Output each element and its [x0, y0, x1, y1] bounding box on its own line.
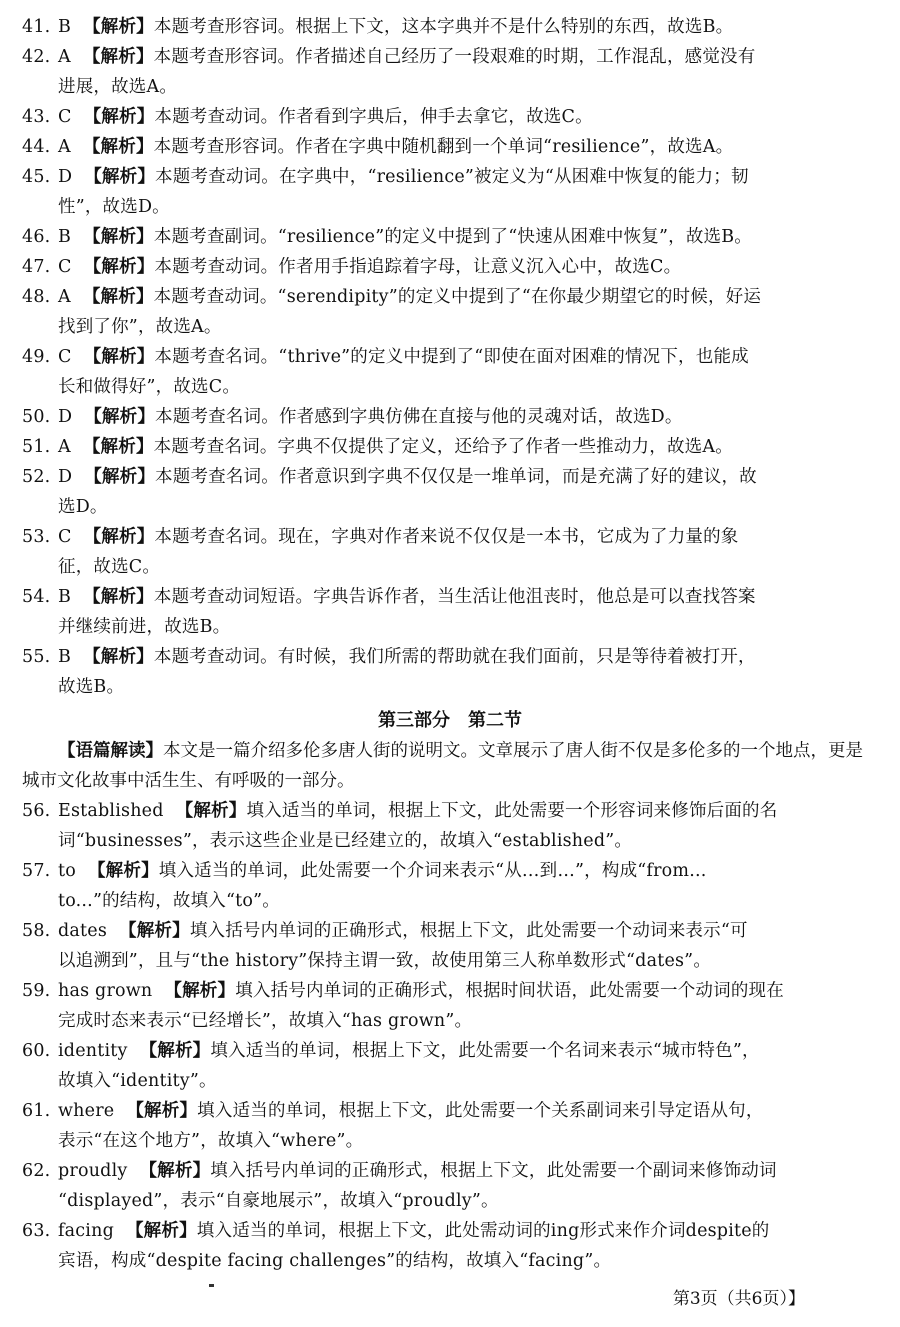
answer-entry-46: [22, 222, 880, 252]
entry-number: 55.: [22, 647, 51, 667]
entry-number: 54.: [22, 587, 51, 607]
analysis-tag: 【解析】: [83, 257, 155, 277]
entry-text: 本题考查形容词。作者描述自己经历了一段艰难的时期，工作混乱，感觉没有: [153, 47, 756, 67]
answer-entry-51: [22, 432, 880, 462]
analysis-tag: 【解析】: [126, 1101, 198, 1121]
analysis-tag: 【解析】: [87, 861, 159, 881]
entry-answer: facing: [58, 1221, 114, 1241]
analysis-tag: 【解析】: [83, 347, 155, 367]
entry-answer: to: [58, 861, 76, 881]
entry-number: 44.: [22, 137, 51, 157]
entry-number: 58.: [22, 921, 51, 941]
entry-text-continued: 词“businesses”，表示这些企业是已经建立的，故填入“established”。: [58, 831, 633, 851]
entry-text-continued: “displayed”，表示“自豪地展示”，故填入“proudly”。: [58, 1191, 499, 1211]
entry-answer: A: [58, 137, 71, 157]
entry-text-continued: 完成时态来表示“已经增长”，故填入“has grown”。: [58, 1011, 473, 1031]
fill-entry-56: [22, 796, 880, 856]
entry-answer: B: [58, 647, 72, 667]
answer-entry-41: [22, 12, 880, 42]
answer-entry-49: [22, 342, 880, 402]
entry-text-continued: 长和做得好”，故选C。: [58, 377, 241, 397]
answer-entry-43: [22, 102, 880, 132]
answer-entry-42: [22, 42, 880, 102]
page-footer: 第3页（共6页）】: [672, 1289, 805, 1309]
entry-number: 41.: [22, 17, 51, 37]
entry-answer: where: [58, 1101, 115, 1121]
entry-text-continued: 选D。: [58, 497, 108, 517]
entry-text: 本题考查动词。“serendipity”的定义中提到了“在你最少期望它的时候，好运: [153, 287, 762, 307]
entry-answer: C: [58, 107, 72, 127]
entry-answer: Established: [58, 801, 164, 821]
entry-number: 51.: [22, 437, 51, 457]
analysis-tag: 【解析】: [82, 287, 154, 307]
answer-entry-54: [22, 582, 880, 642]
answer-entry-53: [22, 522, 880, 582]
entry-number: 46.: [22, 227, 51, 247]
entry-text-continued: 并继续前进，故选B。: [58, 617, 231, 637]
analysis-tag: 【解析】: [164, 981, 236, 1001]
entry-text: 本题考查名词。作者意识到字典不仅仅是一堆单词，而是充满了好的建议，故: [155, 467, 757, 487]
entry-number: 60.: [22, 1041, 51, 1061]
fill-entry-57: [22, 856, 880, 916]
entry-text: 本题考查动词。有时候，我们所需的帮助就在我们面前，只是等待着被打开，: [153, 647, 756, 667]
passage-label: 【语篇解读】: [58, 741, 163, 761]
entry-answer: A: [58, 47, 71, 67]
answer-entry-44: [22, 132, 880, 162]
entry-text: 本题考查名词。作者感到字典仿佛在直接与他的灵魂对话，故选D。: [155, 407, 683, 427]
answer-entry-47: [22, 252, 880, 282]
entry-text: 本题考查动词。在字典中，“resilience”被定义为“从困难中恢复的能力；韧: [155, 167, 749, 187]
scan-mark: [209, 1284, 214, 1287]
entry-text: 填入适当的单词，根据上下文，此处需要一个名词来表示“城市特色”，: [210, 1041, 760, 1061]
entry-text-continued: 进展，故选A。: [58, 77, 178, 97]
entry-number: 48.: [22, 287, 51, 307]
entry-answer: dates: [58, 921, 108, 941]
entry-number: 62.: [22, 1161, 51, 1181]
entry-answer: C: [58, 257, 72, 277]
analysis-tag: 【解析】: [82, 137, 154, 157]
answer-entry-50: [22, 402, 880, 432]
entry-answer: B: [58, 227, 72, 247]
fill-entry-60: [22, 1036, 880, 1096]
fill-entry-62: [22, 1156, 880, 1216]
entry-text: 本题考查形容词。根据上下文，这本字典并不是什么特别的东西，故选B。: [153, 17, 734, 37]
entry-number: 61.: [22, 1101, 51, 1121]
entry-answer: A: [58, 437, 71, 457]
entry-answer: D: [58, 407, 73, 427]
analysis-tag: 【解析】: [82, 437, 154, 457]
entry-text: 本题考查形容词。作者在字典中随机翻到一个单词“resilience”，故选A。: [153, 137, 734, 157]
entry-text: 填入适当的单词，此处需要一个介词来表示“从…到…”，构成“from...: [158, 861, 707, 881]
entry-answer: identity: [58, 1041, 128, 1061]
entry-answer: C: [58, 347, 72, 367]
analysis-tag: 【解析】: [175, 801, 247, 821]
entry-answer: A: [58, 287, 71, 307]
fill-entry-63: [22, 1216, 880, 1276]
entry-text-continued: 以追溯到”，且与“the history”保持主谓一致，故使用第三人称单数形式“dates”。: [58, 951, 712, 971]
entry-text: 填入适当的单词，根据上下文，此处需要一个形容词来修饰后面的名: [246, 801, 778, 821]
answer-entry-52: [22, 462, 880, 522]
entry-text: 本题考查动词。作者用手指追踪着字母，让意义沉入心中，故选C。: [154, 257, 682, 277]
entry-text-continued: 性”，故选D。: [58, 197, 170, 217]
entry-number: 59.: [22, 981, 51, 1001]
entry-number: 45.: [22, 167, 51, 187]
entry-text: 本题考查副词。“resilience”的定义中提到了“快速从困难中恢复”，故选B。: [153, 227, 752, 247]
entry-number: 47.: [22, 257, 51, 277]
entry-text: 本题考查名词。现在，字典对作者来说不仅仅是一本书，它成为了力量的象: [154, 527, 739, 547]
analysis-tag: 【解析】: [83, 227, 154, 247]
entry-text-continued: 表示“在这个地方”，故填入“where”。: [58, 1131, 364, 1151]
entry-text: 填入适当的单词，根据上下文，此处需要一个关系副词来引导定语从句，: [197, 1101, 764, 1121]
fill-entry-61: [22, 1096, 880, 1156]
analysis-tag: 【解析】: [83, 107, 155, 127]
entry-number: 57.: [22, 861, 51, 881]
entry-text-continued: 征，故选C。: [58, 557, 161, 577]
analysis-tag: 【解析】: [84, 167, 156, 187]
entry-answer: has grown: [58, 981, 153, 1001]
entry-number: 42.: [22, 47, 51, 67]
section-title: 第三部分 第二节: [378, 710, 522, 731]
analysis-tag: 【解析】: [84, 407, 156, 427]
entry-number: 50.: [22, 407, 51, 427]
entry-text-continued: 故选B。: [58, 677, 125, 697]
entry-text-continued: 宾语，构成“despite facing challenges”的结构，故填入“facing”。: [58, 1251, 612, 1271]
entry-answer: D: [58, 167, 73, 187]
answer-entry-45: [22, 162, 880, 222]
entry-answer: proudly: [58, 1161, 128, 1181]
entry-text: 填入适当的单词，根据上下文，此处需动词的ing形式来作介词despite的: [196, 1221, 770, 1241]
entry-text-continued: 找到了你”，故选A。: [58, 317, 222, 337]
answer-entry-48: [22, 282, 880, 342]
entry-answer: B: [58, 587, 72, 607]
entry-text: 填入括号内单词的正确形式，根据上下文，此处需要一个动词来表示“可: [189, 921, 748, 941]
analysis-tag: 【解析】: [139, 1041, 211, 1061]
entry-text-continued: to...”的结构，故填入“to”。: [58, 891, 280, 911]
entry-text-continued: 故填入“identity”。: [58, 1071, 217, 1091]
entry-text: 本题考查名词。字典不仅提供了定义，还给予了作者一些推动力，故选A。: [153, 437, 733, 457]
entry-text: 本题考查名词。“thrive”的定义中提到了“即使在面对困难的情况下，也能成: [154, 347, 749, 367]
analysis-tag: 【解析】: [139, 1161, 211, 1181]
fill-entry-59: [22, 976, 880, 1036]
answer-entry-55: [22, 642, 880, 702]
analysis-tag: 【解析】: [83, 527, 155, 547]
entry-number: 56.: [22, 801, 51, 821]
entry-text: 本题考查动词。作者看到字典后，伸手去拿它，故选C。: [154, 107, 593, 127]
entry-number: 63.: [22, 1221, 51, 1241]
entry-text: 填入括号内单词的正确形式，根据时间状语，此处需要一个动词的现在: [235, 981, 784, 1001]
entry-answer: D: [58, 467, 73, 487]
analysis-tag: 【解析】: [83, 647, 154, 667]
analysis-tag: 【解析】: [83, 587, 154, 607]
entry-number: 43.: [22, 107, 51, 127]
analysis-tag: 【解析】: [83, 17, 154, 37]
fill-entry-58: [22, 916, 880, 976]
entry-text: 本题考查动词短语。字典告诉作者，当生活让他沮丧时，他总是可以查找答案: [153, 587, 756, 607]
entry-number: 52.: [22, 467, 51, 487]
entry-number: 49.: [22, 347, 51, 367]
passage-interpretation: [22, 736, 880, 796]
analysis-tag: 【解析】: [84, 467, 156, 487]
entry-number: 53.: [22, 527, 51, 547]
analysis-tag: 【解析】: [119, 921, 190, 941]
entry-answer: C: [58, 527, 72, 547]
entry-text: 填入括号内单词的正确形式，根据上下文，此处需要一个副词来修饰动词: [210, 1161, 777, 1181]
passage-text: 本文是一篇介绍多伦多唐人街的说明文。文章展示了唐人街不仅是多伦多的一个地点，更是城市文化故事中活生生、有呼吸的一部分。: [22, 741, 863, 791]
analysis-tag: 【解析】: [82, 47, 154, 67]
analysis-tag: 【解析】: [125, 1221, 197, 1241]
entry-answer: B: [58, 17, 72, 37]
